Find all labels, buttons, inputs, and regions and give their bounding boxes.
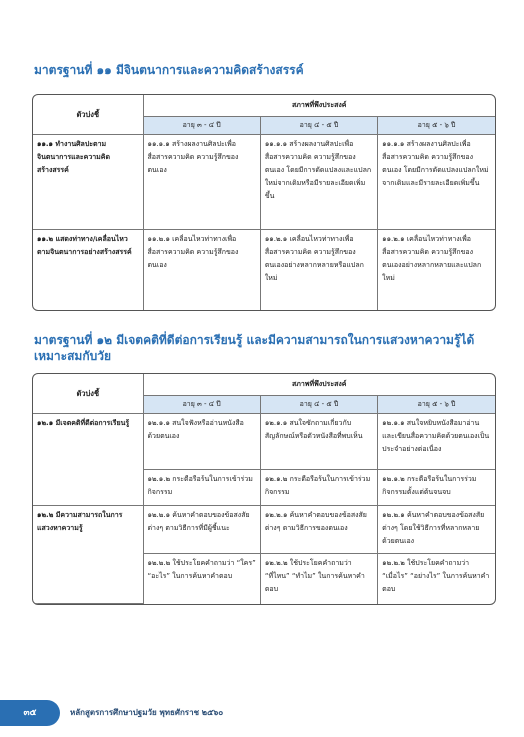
status-cell: ๑๒.๑.๒ กระตือรือร้นในการเข้าร่วมกิจกรรม [143, 470, 260, 506]
standard-12-title: มาตรฐานที่ ๑๒ มีเจตคติที่ดีต่อการเรียนรู้ และมีความสามารถในการแสวงหาความรู้ได้เหมาะสมกับวัย [34, 333, 475, 363]
indicator-cell: ๑๑.๒ แสดงท่าทาง/เคลื่อนไหวตามจินตนาการอย่างสร้างสรรค์ [33, 230, 143, 310]
age-header: อายุ ๓ - ๔ ปี [143, 117, 260, 135]
standard-12-table [32, 373, 496, 605]
indicator-cell: ๑๒.๒ มีความสามารถในการแสวงหาความรู้ [33, 506, 143, 604]
standard-11-title: มาตรฐานที่ ๑๑ มีจินตนาการและความคิดสร้างสรรค์ [34, 63, 304, 77]
status-cell: ๑๑.๒.๑ เคลื่อนไหวท่าทางเพื่อสื่อสารความคิด ความรู้สึกของตนเองอย่างหลากหลายและแปลกใหม่ [378, 230, 495, 310]
status-cell: ๑๑.๒.๑ เคลื่อนไหวท่าทางเพื่อสื่อสารความคิด ความรู้สึกของตนเอง [143, 230, 260, 310]
age-header: อายุ ๔ - ๕ ปี [260, 117, 377, 135]
status-cell: ๑๑.๑.๑ สร้างผลงานศิลปะเพื่อสื่อสารความคิด ความรู้สึกของตนเอง โดยมีการดัดแปลงและแปลกใหม่จากเดิมหรือมีรายละเอียดเพิ่มขึ้น [260, 135, 377, 230]
status-cell: ๑๑.๑.๑ สร้างผลงานศิลปะเพื่อสื่อสารความคิด ความรู้สึกของตนเอง โดยมีการดัดแปลงแปลกใหม่จากเดิมและมีรายละเอียดเพิ่มขึ้น [378, 135, 495, 230]
table-row [33, 414, 495, 470]
age-header: อายุ ๓ - ๔ ปี [143, 396, 260, 414]
status-cell: ๑๒.๒.๑ ค้นหาคำตอบของข้อสงสัยต่างๆ ตามวิธีการของตนเอง [260, 506, 377, 554]
status-cell: ๑๒.๑.๑ สนใจฟังหรืออ่านหนังสือด้วยตนเอง [143, 414, 260, 470]
indicator-cell: ๑๑.๑ ทำงานศิลปะตามจินตนาการและความคิดสร้างสรรค์ [33, 135, 143, 230]
status-cell: ๑๒.๑.๑ สนใจซักถามเกี่ยวกับสัญลักษณ์หรือตัวหนังสือที่พบเห็น [260, 414, 377, 470]
status-cell: ๑๒.๑.๒ กระตือรือร้นในการเข้าร่วมกิจกรรม [260, 470, 377, 506]
status-cell: ๑๑.๑.๑ สร้างผลงานศิลปะเพื่อสื่อสารความคิด ความรู้สึกของตนเอง [143, 135, 260, 230]
status-cell: ๑๒.๒.๒ ใช้ประโยคคำถามว่า “ใคร” “อะไร” ในการค้นหาคำตอบ [143, 554, 260, 604]
age-header: อายุ ๔ - ๕ ปี [260, 396, 377, 414]
indicator-header: ตัวบ่งชี้ [33, 95, 143, 135]
footer-title: หลักสูตรการศึกษาปฐมวัย พุทธศักราช ๒๕๖๐ [70, 708, 224, 717]
indicator-cell: ๑๒.๑ มีเจตคติที่ดีต่อการเรียนรู้ [33, 414, 143, 506]
table-row [33, 135, 495, 230]
status-cell: ๑๒.๒.๑ ค้นหาคำตอบของข้อสงสัยต่างๆ โดยใช้วิธีการที่หลากหลายด้วยตนเอง [378, 506, 495, 554]
standard-11-table [32, 94, 496, 311]
page-number-badge: ๓๕ [0, 700, 60, 726]
age-header: อายุ ๕ - ๖ ปี [378, 396, 495, 414]
status-header: สภาพที่พึงประสงค์ [143, 95, 495, 117]
age-header: อายุ ๕ - ๖ ปี [378, 117, 495, 135]
status-cell: ๑๒.๑.๑ สนใจหยิบหนังสือมาอ่านและเขียนสื่อความคิดด้วยตนเองเป็นประจำอย่างต่อเนื่อง [378, 414, 495, 470]
table-row [33, 506, 495, 554]
status-header: สภาพที่พึงประสงค์ [143, 374, 495, 396]
status-cell: ๑๒.๒.๒ ใช้ประโยคคำถามว่า “เมื่อไร” “อย่างไร” ในการค้นหาคำตอบ [378, 554, 495, 604]
status-cell: ๑๒.๑.๒ กระตือรือร้นในการร่วมกิจกรรมตั้งแต่ต้นจนจบ [378, 470, 495, 506]
status-cell: ๑๒.๒.๒ ใช้ประโยคคำถามว่า “ที่ไหน” “ทำไม” ในการค้นหาคำตอบ [260, 554, 377, 604]
page-footer [0, 700, 524, 726]
indicator-header: ตัวบ่งชี้ [33, 374, 143, 414]
table-row [33, 230, 495, 310]
status-cell: ๑๒.๒.๑ ค้นหาคำตอบของข้อสงสัยต่างๆ ตามวิธีการที่มีผู้ชี้แนะ [143, 506, 260, 554]
status-cell: ๑๑.๒.๑ เคลื่อนไหวท่าทางเพื่อสื่อสารความคิด ความรู้สึกของตนเองอย่างหลากหลายหรือแปลกใหม่ [260, 230, 377, 310]
